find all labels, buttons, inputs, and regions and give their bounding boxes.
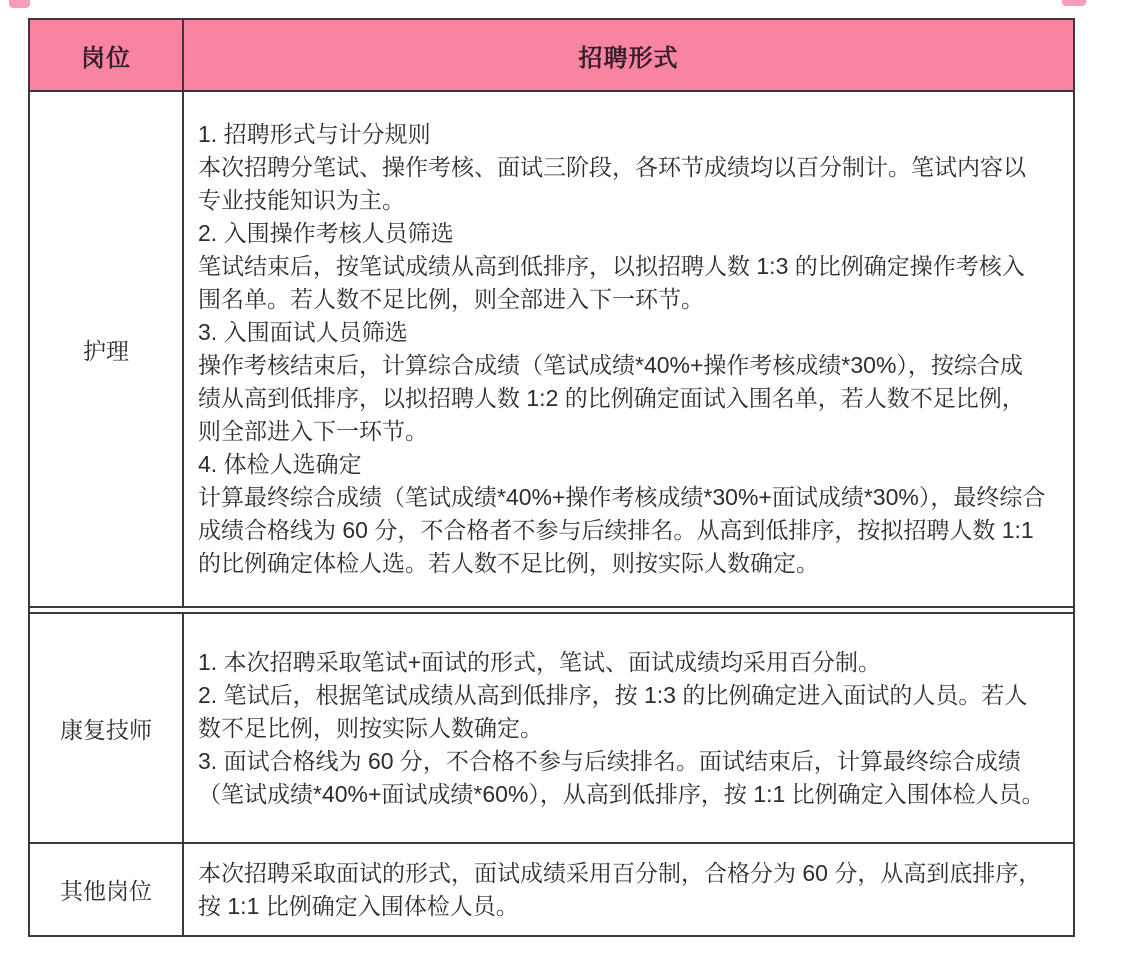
recruitment-form-cell (184, 92, 1073, 606)
rule-line: 1. 本次招聘采取笔试+面试的形式，笔试、面试成绩均采用百分制。 (198, 648, 882, 675)
header-cell-position: 岗位 (30, 20, 184, 90)
rule-line: 本次招聘分笔试、操作考核、面试三阶段，各环节成绩均以百分制计。笔试内容以 (198, 154, 1026, 180)
header-cell-recruitment-form: 招聘形式 (578, 44, 679, 72)
rule-line: 3. 入围面试人员筛选 (198, 319, 408, 345)
table-row-other-positions (30, 842, 1073, 935)
rule-line: 专业技能知识为主。 (198, 187, 405, 213)
rule-line: 本次招聘采取面试的形式，面试成绩采用百分制，合格分为 60 分，从高到底排序， (198, 859, 1042, 886)
recruitment-table (28, 18, 1075, 937)
rule-line: 则全部进入下一环节。 (198, 418, 428, 444)
pink-artifact-top-right (1062, 0, 1086, 6)
rule-line: 数不足比例，则按实际人数确定。 (198, 714, 543, 741)
rule-line: 围名单。若人数不足比例，则全部进入下一环节。 (198, 286, 704, 312)
rule-line: 笔试结束后，按笔试成绩从高到低排序，以拟招聘人数 1:3 的比例确定操作考核入 (198, 253, 1025, 279)
rule-line: 1. 招聘形式与计分规则 (198, 121, 431, 147)
recruitment-form-cell (184, 614, 1073, 842)
rule-line: 绩从高到低排序，以拟招聘人数 1:2 的比例确定面试入围名单，若人数不足比例， (198, 385, 1025, 411)
table-header-row (30, 20, 1073, 92)
recruitment-form-cell (184, 844, 1073, 935)
rule-line: 成绩合格线为 60 分，不合格者不参与后续排名。从高到低排序，按拟招聘人数 1:1 (198, 517, 1034, 543)
position-cell: 护理 (30, 92, 184, 606)
rule-line: 按 1:1 比例确定入围体检人员。 (198, 892, 519, 919)
rule-line: 4. 体检人选确定 (198, 451, 362, 477)
table-row-nursing (30, 92, 1073, 606)
rule-line: 2. 入围操作考核人员筛选 (198, 220, 454, 246)
rule-line: 的比例确定体检人选。若人数不足比例，则按实际人数确定。 (198, 550, 819, 576)
double-rule-separator (30, 606, 1073, 614)
rule-line: 操作考核结束后，计算综合成绩（笔试成绩*40%+操作考核成绩*30%），按综合成 (198, 352, 1023, 378)
position-cell: 康复技师 (30, 614, 184, 842)
rule-line: 3. 面试合格线为 60 分，不合格不参与后续排名。面试结束后，计算最终综合成绩 (198, 747, 1021, 774)
rule-line: （笔试成绩*40%+面试成绩*60%），从高到低排序，按 1:1 比例确定入围体检人员。 (198, 780, 1045, 807)
table-row-rehab-technician (30, 614, 1073, 842)
rule-line: 2. 笔试后，根据笔试成绩从高到低排序，按 1:3 的比例确定进入面试的人员。若人 (198, 681, 1028, 708)
pink-artifact-top-left (9, 0, 30, 8)
position-cell: 其他岗位 (30, 844, 184, 935)
rule-line: 计算最终综合成绩（笔试成绩*40%+操作考核成绩*30%+面试成绩*30%），最终综合 (198, 484, 1046, 510)
